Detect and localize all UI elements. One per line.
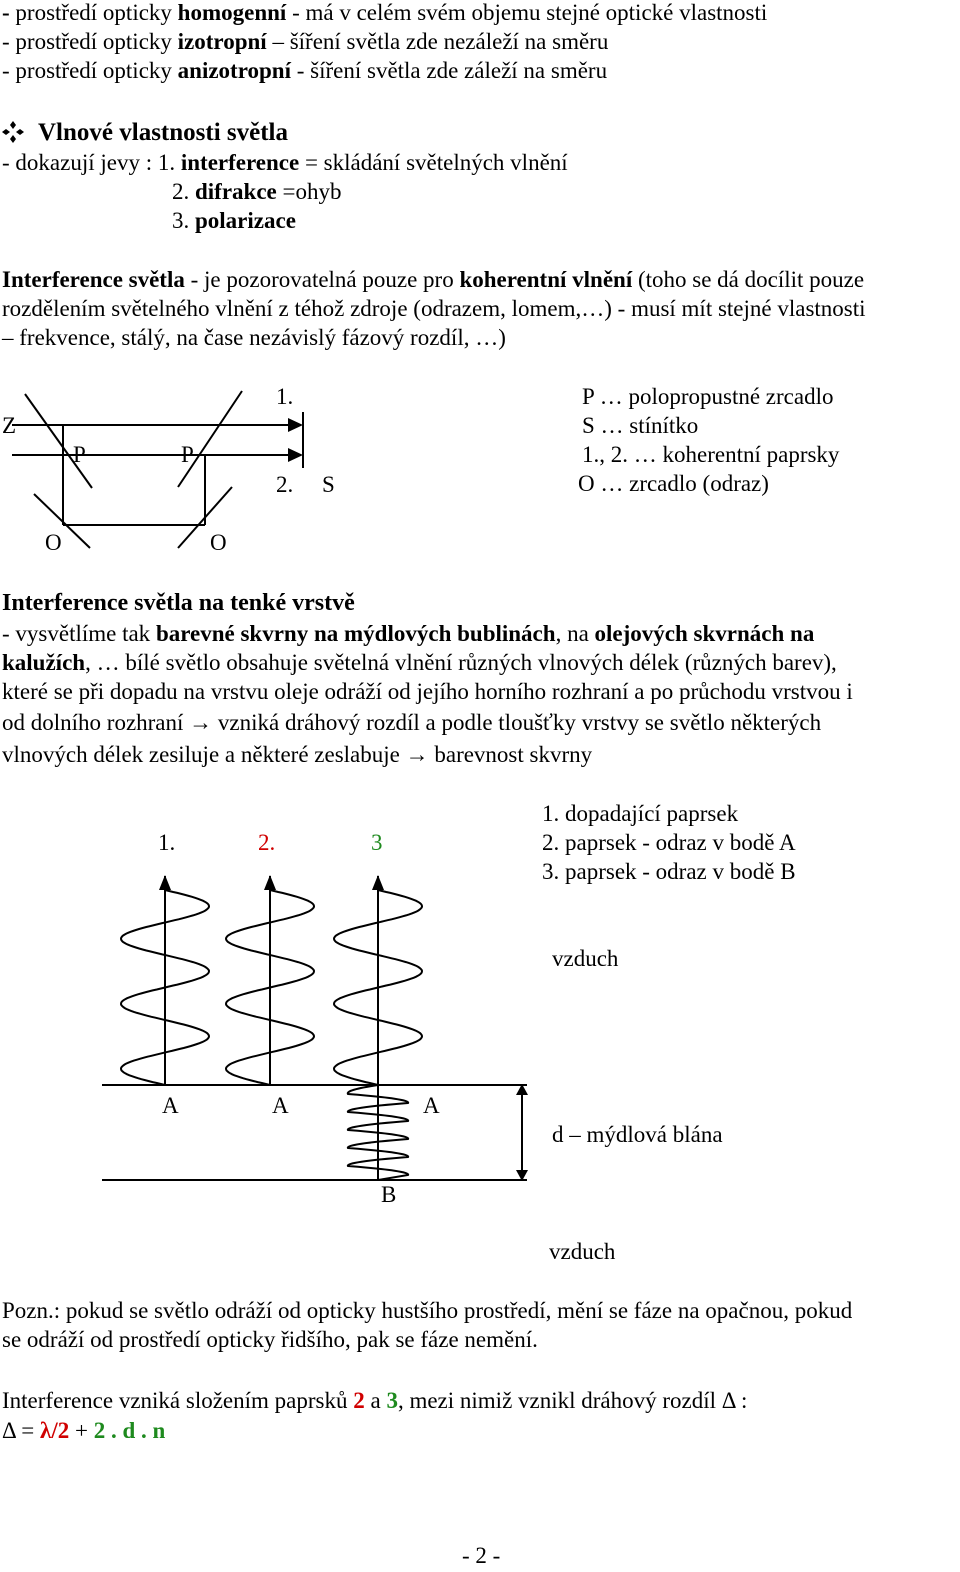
- note-line-2: se odráží od prostředí opticky řidšího, pak se fáze nemění.: [2, 1327, 538, 1352]
- thin-layer-line-2: kalužích, … bílé světlo obsahuje světelná vlnění různých vlnových délek (různých barev),: [2, 650, 837, 675]
- diagram1-legend-s: S … stínítko: [582, 413, 699, 438]
- diagram2-legend-2: 2. paprsek - odraz v bodě A: [542, 830, 796, 855]
- thin-layer-line-3: které se při dopadu na vrstvu oleje odráží od jejího horního rozhraní a po průchodu vrstvou i: [2, 679, 853, 704]
- point-a-1: A: [162, 1093, 179, 1118]
- point-b: B: [381, 1182, 397, 1207]
- point-a-3: A: [423, 1093, 440, 1118]
- medium-anisotropic-line: - prostředí opticky anizotropní - šíření světla zde záleží na směru: [2, 58, 608, 83]
- formula-intro: Interference vzniká složením paprsků 2 a 3, mezi nimiž vznikl dráhový rozdíl Δ :: [2, 1388, 748, 1413]
- wave-phenomena-line-3: 3. polarizace: [172, 208, 296, 233]
- diagram1-label-ray1: 1.: [276, 384, 294, 409]
- page-number: - 2 -: [462, 1543, 501, 1568]
- arrow-icon: →: [405, 742, 429, 767]
- air-top-label: vzduch: [552, 946, 619, 971]
- diagram1-legend-p: P … polopropustné zrcadlo: [582, 384, 834, 409]
- ray-2-label: 2.: [258, 830, 276, 855]
- thin-layer-line-4: od dolního rozhraní → vzniká dráhový rozdíl a podle tloušťky vrstvy se světlo některých: [2, 710, 822, 735]
- diagram1-label-z: Z: [2, 413, 17, 438]
- air-bottom-label: vzduch: [549, 1239, 616, 1264]
- diagram1-legend-o: O … zrcadlo (odraz): [578, 471, 769, 496]
- ray-1-label: 1.: [158, 830, 176, 855]
- diagram1-label-o2: O: [210, 530, 227, 555]
- medium-isotropic-line: - prostředí opticky izotropní – šíření světla zde nezáleží na směru: [2, 29, 609, 54]
- thin-layer-line-1: - vysvětlíme tak barevné skvrny na mýdlových bublinách, na olejových skvrnách na: [2, 621, 815, 646]
- ray-3-label: 3: [371, 830, 383, 855]
- diagram1-legend-rays: 1., 2. … koherentní paprsky: [582, 442, 840, 467]
- diagram2-legend-3: 3. paprsek - odraz v bodě B: [542, 859, 796, 884]
- diamond-bullet-icon: [2, 118, 28, 147]
- point-a-2: A: [272, 1093, 289, 1118]
- thin-layer-heading: Interference světla na tenké vrstvě: [2, 590, 355, 616]
- wave-phenomena-line-1: - dokazují jevy : 1. interference = skládání světelných vlnění: [2, 150, 568, 175]
- film-thickness-label: d – mýdlová blána: [552, 1122, 723, 1147]
- wave-properties-heading: Vlnové vlastnosti světla: [2, 118, 288, 147]
- wave-phenomena-line-2: 2. difrakce =ohyb: [172, 179, 342, 204]
- arrow-icon: →: [189, 710, 213, 735]
- ray-2-wave: [226, 890, 314, 1085]
- diagram1-label-p1: P: [73, 442, 86, 467]
- note-line-1: Pozn.: pokud se světlo odráží od opticky hustšího prostředí, mění se fáze na opačnou, pokud: [2, 1298, 853, 1323]
- diagram1-label-ray2: 2.: [276, 472, 294, 497]
- diagram1-label-o1: O: [45, 530, 62, 555]
- diagram1-label-s: S: [322, 472, 335, 497]
- interference-paragraph-line-3: – frekvence, stálý, na čase nezávislý fázový rozdíl, …): [2, 325, 506, 350]
- interference-paragraph-line-2: rozdělením světelného vlnění z téhož zdroje (odrazem, lomem,…) - musí mít stejné vlastnosti: [2, 296, 866, 321]
- path-difference-formula: Δ = λ/2 + 2 . d . n: [2, 1418, 166, 1443]
- film-zigzag: [348, 1085, 408, 1180]
- ray-1-wave: [121, 890, 209, 1085]
- thin-layer-line-5: vlnových délek zesiluje a některé zeslabuje → barevnost skvrny: [2, 742, 593, 767]
- diagram1-label-p2: P: [181, 442, 194, 467]
- interference-paragraph-line-1: Interference světla - je pozorovatelná pouze pro koherentní vlnění (toho se dá docílit pouze: [2, 267, 865, 292]
- medium-homogeneous-line: - prostředí opticky homogenní - má v celém svém objemu stejné optické vlastnosti: [2, 0, 768, 25]
- ray-3-wave: [334, 890, 422, 1085]
- diagram2-legend-1: 1. dopadající paprsek: [542, 801, 739, 826]
